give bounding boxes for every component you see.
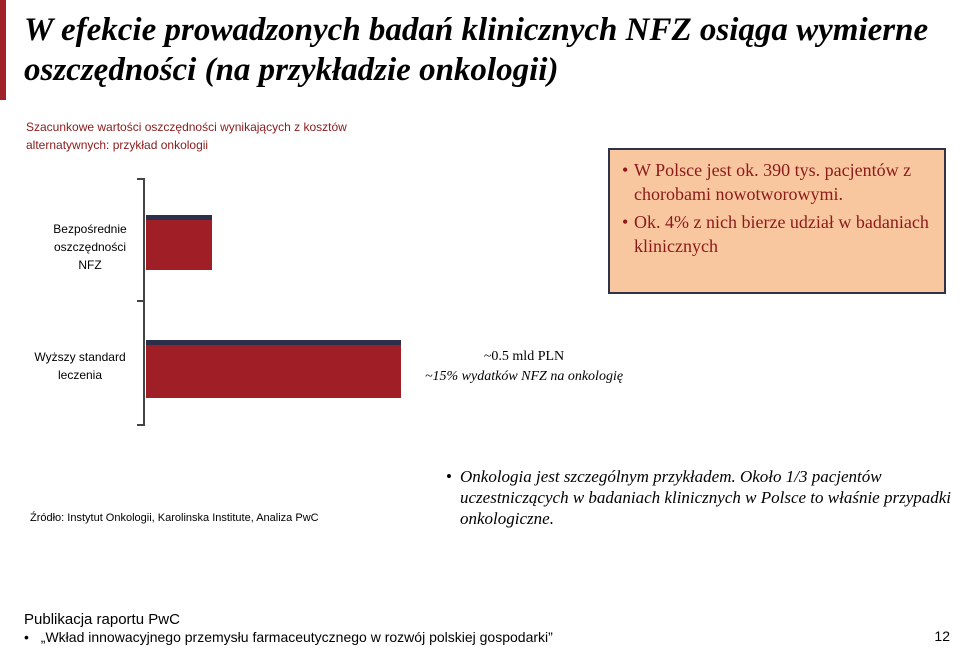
category-label-line: Bezpośrednie <box>53 222 127 236</box>
page-title: W efekcie prowadzonych badań klinicznych NFZ osiąga wymierne oszczędności (na przykładzie onkologii) <box>24 12 929 88</box>
info-item-patients: • W Polsce jest ok. 390 tys. pacjentów z chorobami nowotworowymi. <box>622 158 932 206</box>
source-note: Źródło: Instytut Onkologii, Karolinska Institute, Analiza PwC <box>30 512 319 524</box>
bar-value-label-higher-standard <box>404 347 644 387</box>
category-label-line: NFZ <box>78 258 102 272</box>
bar-value-line: ~15% wydatków NFZ na onkologię <box>424 369 624 384</box>
category-label-direct-savings <box>40 220 140 274</box>
chart-subtitle: Szacunkowe wartości oszczędności wynikających z kosztów alternatywnych: przykład onkologii <box>26 120 347 152</box>
footer-report-title-text: „Wkład innowacyjnego przemysłu farmaceutycznego w rozwój polskiej gospodarki” <box>40 629 553 645</box>
bar-higher-standard <box>146 345 401 398</box>
axis-tick-top <box>137 178 145 180</box>
info-box <box>608 148 946 294</box>
category-label-line: leczenia <box>57 368 103 382</box>
axis-tick-middle <box>137 300 145 302</box>
note-text: Onkologia jest szczególnym przykładem. Około 1/3 pacjentów uczestniczących w badaniach klinicznych w Polsce to właśnie przypadki onkologiczne. <box>460 467 952 528</box>
oncology-note <box>446 466 960 529</box>
category-label-line: Wyższy standard <box>34 350 126 364</box>
axis-tick-bottom <box>137 424 145 426</box>
category-label-line: oszczędności <box>53 240 127 254</box>
page-number: 12 <box>934 628 950 644</box>
footer-report-title <box>24 629 553 645</box>
title-accent-bar <box>0 0 6 100</box>
bar-direct-savings <box>146 220 212 270</box>
category-label-higher-standard <box>20 348 140 384</box>
footer-bullet: • <box>24 629 29 645</box>
info-item-participation: • Ok. 4% z nich bierze udział w badaniach klinicznych <box>622 210 932 258</box>
footer-publication: Publikacja raportu PwC <box>24 611 180 628</box>
chart-y-axis <box>143 178 145 426</box>
bar-value-line: ~0.5 mld PLN <box>483 349 565 364</box>
note-bullet: • <box>446 467 452 486</box>
